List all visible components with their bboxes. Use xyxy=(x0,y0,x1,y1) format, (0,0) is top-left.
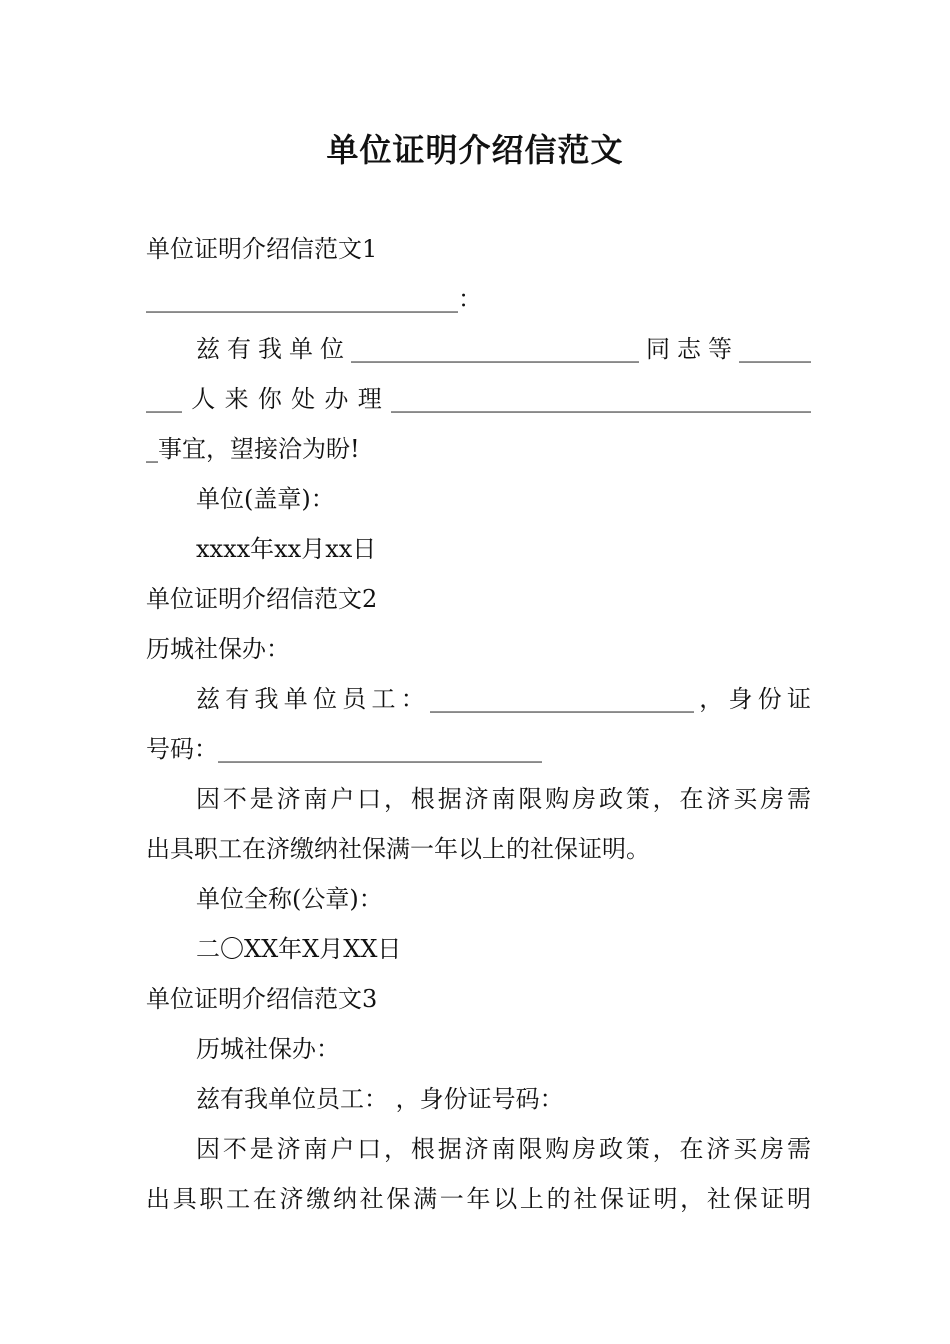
letter-body-line: ___人来你处办理___________________________________ xyxy=(146,385,811,413)
document-title: 单位证明介绍信范文 xyxy=(326,131,624,169)
letter-body-line: _事宜，望接洽为盼! xyxy=(146,435,360,463)
section-heading-1: 单位证明介绍信范文1 xyxy=(146,235,378,263)
letter-body-line: 兹有我单位________________________同志等______ xyxy=(196,335,811,363)
section-heading-2: 单位证明介绍信范文2 xyxy=(146,585,378,613)
addressee-line: __________________________： xyxy=(146,285,482,313)
seal-line: 单位(盖章)： xyxy=(196,485,335,513)
letter-body-line: 出具职工在济缴纳社保满一年以上的社保证明，社保证明 xyxy=(146,1185,811,1213)
letter-body-line: 兹有我单位员工：______________________，身份证 xyxy=(196,685,811,713)
date-line: xxxx年xx月xx日 xyxy=(196,535,377,563)
letter-body-line: 兹有我单位员工： ，身份证号码： xyxy=(196,1085,564,1113)
letter-body-line: 因不是济南户口，根据济南限购房政策，在济买房需 xyxy=(196,1135,811,1163)
letter-body-line: 号码：___________________________ xyxy=(146,735,542,763)
letter-body-line: 出具职工在济缴纳社保满一年以上的社保证明。 xyxy=(146,835,650,863)
letter-body-line: 因不是济南户口，根据济南限购房政策，在济买房需 xyxy=(196,785,811,813)
seal-line: 单位全称(公章)： xyxy=(196,885,383,913)
addressee-line: 历城社保办： xyxy=(196,1035,340,1063)
date-line: 二〇XX年X月XX日 xyxy=(196,935,402,963)
section-heading-3: 单位证明介绍信范文3 xyxy=(146,985,378,1013)
addressee-line: 历城社保办： xyxy=(146,635,290,663)
